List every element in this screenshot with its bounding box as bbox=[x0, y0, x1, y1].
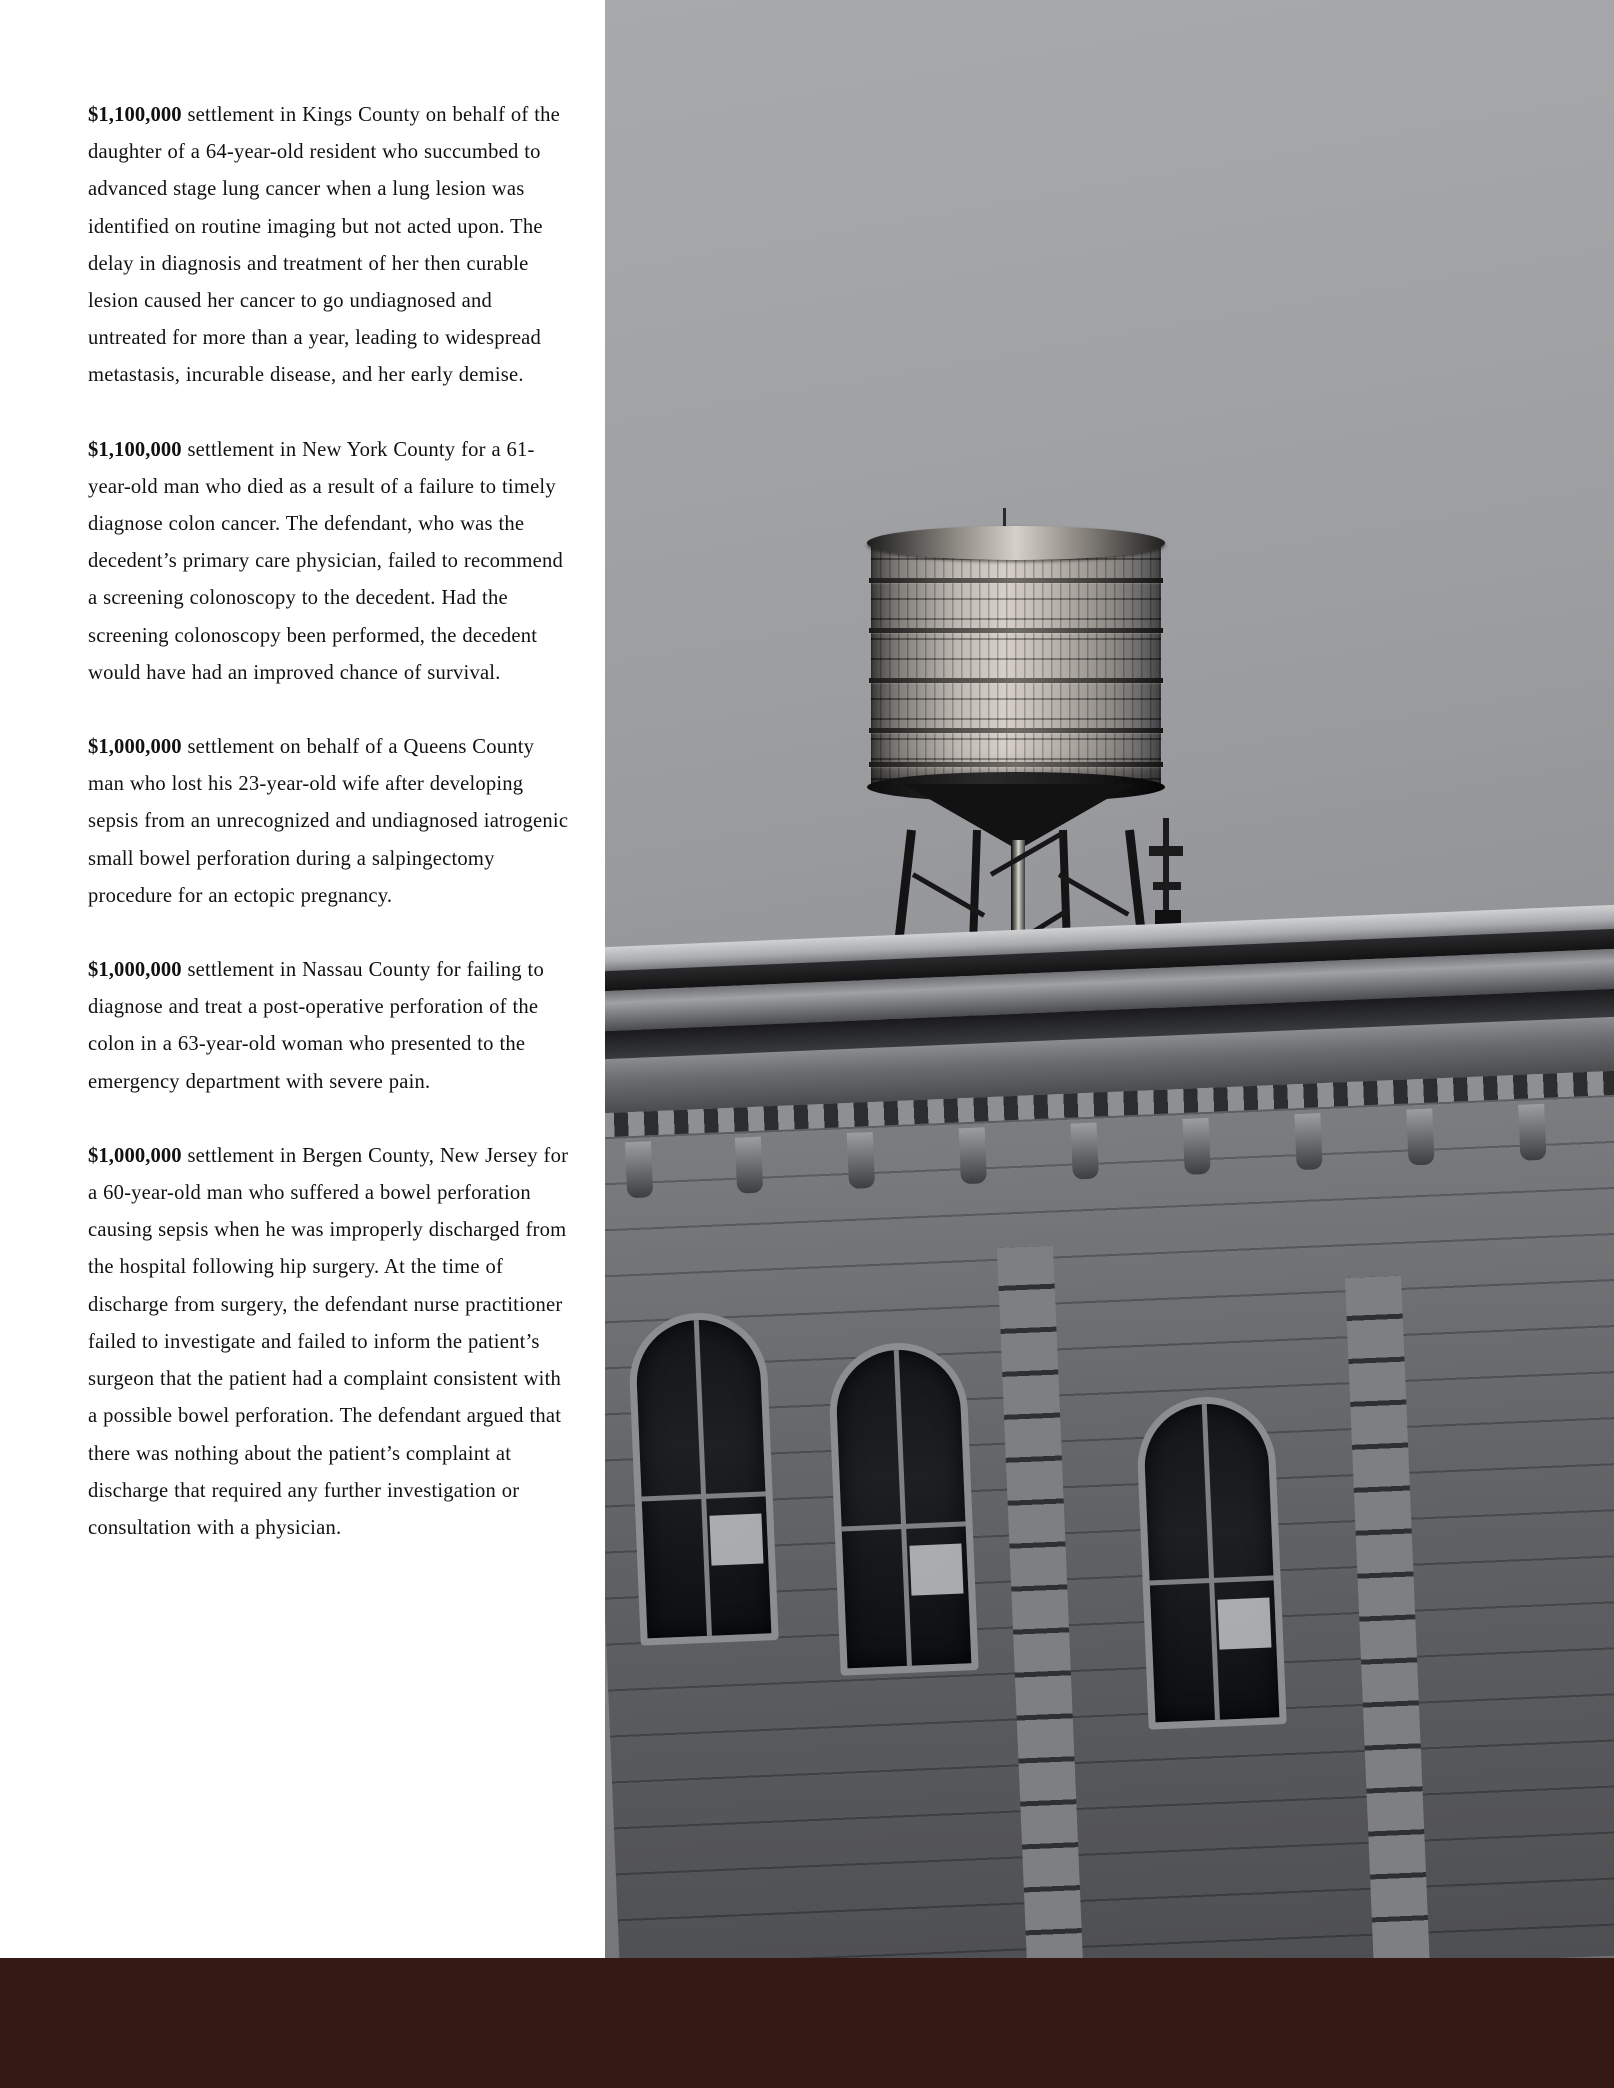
settlement-entry bbox=[88, 729, 570, 915]
settlement-entry bbox=[88, 432, 570, 692]
corbel bbox=[959, 1127, 987, 1184]
settlement-entry bbox=[88, 1138, 570, 1547]
corbel bbox=[1182, 1118, 1210, 1175]
settlement-description: settlement in New York County for a 61-year-old man who died as a result of a failure to timely diagnose colon cancer. The defendant, who was the decedent’s primary care physician, failed to recommend a screening colonoscopy to the decedent. Had the screening colonoscopy been performed, the decedent would have had an improved chance of survival. bbox=[88, 438, 563, 684]
tank-band bbox=[869, 628, 1163, 633]
settlements-text-column bbox=[0, 0, 605, 1958]
corbel bbox=[1406, 1108, 1434, 1165]
footer-color-bar bbox=[0, 1958, 1614, 2088]
tank-band bbox=[869, 762, 1163, 767]
water-tower-photograph bbox=[605, 0, 1614, 1958]
tank-band bbox=[869, 728, 1163, 733]
window-glint bbox=[1217, 1597, 1271, 1650]
window-mullion-vertical bbox=[694, 1320, 712, 1636]
antenna-element bbox=[1153, 882, 1181, 890]
window-mullion-vertical bbox=[894, 1350, 912, 1666]
window-mullion-vertical bbox=[1202, 1404, 1220, 1720]
corbel bbox=[847, 1132, 875, 1189]
tank-band bbox=[869, 578, 1163, 583]
water-tank bbox=[871, 538, 1161, 788]
settlement-description: settlement in Kings County on behalf of the daughter of a 64-year-old resident who succumbed to advanced stage lung cancer when a lung lesion was identified on routine imaging but not acted upon. The delay in diagnosis and treatment of her then curable lesion caused her cancer to go undiagnosed and untreated for more than a year, leading to widespread metastasis, incurable disease, and her early demise. bbox=[88, 104, 561, 387]
settlement-amount: $1,100,000 bbox=[88, 438, 182, 461]
settlement-entry bbox=[88, 97, 570, 395]
arched-window bbox=[827, 1340, 979, 1675]
tank-band bbox=[869, 678, 1163, 683]
corbel bbox=[1294, 1113, 1322, 1170]
arched-window bbox=[627, 1310, 779, 1645]
window-glint bbox=[709, 1513, 763, 1566]
building-facade bbox=[605, 948, 1614, 1958]
settlement-amount: $1,100,000 bbox=[88, 104, 182, 126]
corbel bbox=[1071, 1123, 1099, 1180]
settlement-entry bbox=[88, 952, 570, 1101]
corbel bbox=[625, 1141, 653, 1198]
corbel bbox=[1518, 1104, 1546, 1161]
settlement-description: settlement in Nassau County for failing to diagnose and treat a post-operative perforation of the colon in a 63-year-old woman who presented to the emergency department with severe pain. bbox=[88, 959, 544, 1093]
settlement-description: settlement in Bergen County, New Jersey for a 60-year-old man who suffered a bowel perforation causing sepsis when he was improperly discharged from the hospital following hip surgery. At the time of discharge from surgery, the defendant nurse practitioner failed to investigate and failed to inform the patient’s surgeon that the patient had a complaint consistent with a possible bowel perforation. The defendant argued that there was nothing about the patient’s complaint at discharge that required any further investigation or consultation with a physician. bbox=[88, 1144, 569, 1539]
corbel bbox=[735, 1137, 763, 1194]
window-glint bbox=[909, 1543, 963, 1596]
arched-window bbox=[1135, 1394, 1287, 1729]
tank-top-rim bbox=[867, 526, 1165, 560]
settlement-amount: $1,000,000 bbox=[88, 959, 182, 982]
antenna-element bbox=[1149, 846, 1183, 856]
settlement-description: settlement on behalf of a Queens County man who lost his 23-year-old wife after developing sepsis from an unrecognized and undiagnosed iatrogenic small bowel perforation during a salpingectomy procedure for an ectopic pregnancy. bbox=[88, 736, 569, 907]
settlement-amount: $1,000,000 bbox=[88, 736, 182, 759]
settlement-amount: $1,000,000 bbox=[88, 1144, 182, 1167]
